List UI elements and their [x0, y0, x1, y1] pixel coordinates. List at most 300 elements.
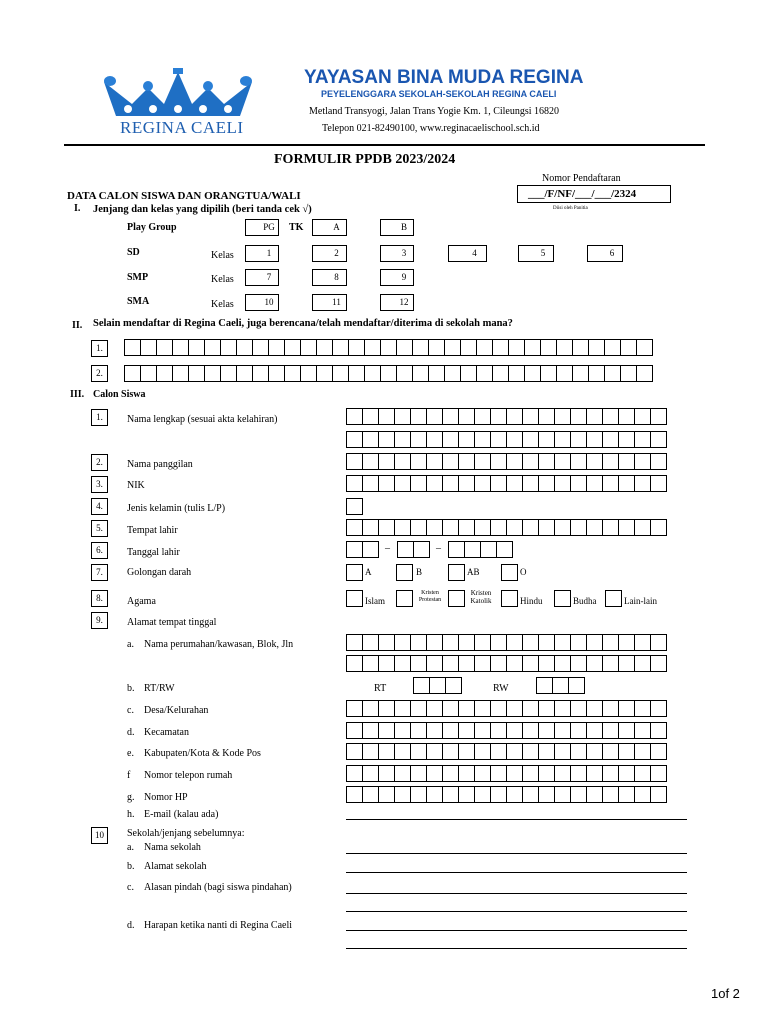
input-box[interactable] [236, 339, 253, 356]
input-box[interactable] [522, 475, 539, 492]
home-phone-boxes[interactable] [346, 765, 666, 782]
input-box[interactable] [554, 475, 571, 492]
input-box[interactable] [554, 519, 571, 536]
input-box[interactable] [426, 722, 443, 739]
input-box[interactable] [362, 541, 379, 558]
input-box[interactable] [506, 765, 523, 782]
input-box[interactable] [474, 475, 491, 492]
input-box[interactable] [490, 453, 507, 470]
input-box[interactable] [586, 765, 603, 782]
input-box[interactable] [458, 743, 475, 760]
pg-checkbox[interactable] [245, 219, 279, 236]
input-box[interactable] [426, 655, 443, 672]
input-box[interactable] [474, 765, 491, 782]
input-box[interactable] [634, 408, 651, 425]
input-box[interactable] [586, 655, 603, 672]
input-box[interactable] [410, 408, 427, 425]
input-box[interactable] [492, 365, 509, 382]
birthdate-month-boxes[interactable] [397, 541, 429, 558]
input-box[interactable] [650, 765, 667, 782]
input-box[interactable] [394, 408, 411, 425]
input-box[interactable] [412, 365, 429, 382]
input-box[interactable] [538, 519, 555, 536]
input-box[interactable] [410, 655, 427, 672]
input-box[interactable] [476, 339, 493, 356]
input-box[interactable] [602, 722, 619, 739]
input-box[interactable] [586, 519, 603, 536]
input-box[interactable] [650, 743, 667, 760]
input-box[interactable] [604, 339, 621, 356]
religion-kk-box[interactable] [448, 590, 464, 607]
input-box[interactable] [362, 786, 379, 803]
input-box[interactable] [501, 564, 518, 581]
input-box[interactable] [429, 677, 446, 694]
input-box[interactable] [364, 365, 381, 382]
input-box[interactable] [538, 475, 555, 492]
input-box[interactable] [490, 765, 507, 782]
input-box[interactable] [618, 431, 635, 448]
move-reason-line2[interactable] [346, 911, 687, 912]
input-box[interactable] [300, 365, 317, 382]
input-box[interactable] [362, 722, 379, 739]
input-box[interactable] [458, 700, 475, 717]
input-box[interactable] [346, 634, 363, 651]
input-box[interactable] [602, 743, 619, 760]
input-box[interactable] [426, 700, 443, 717]
input-box[interactable] [346, 408, 363, 425]
blood-o-box[interactable] [501, 564, 517, 581]
input-box[interactable] [618, 453, 635, 470]
input-box[interactable] [428, 365, 445, 382]
input-box[interactable] [474, 722, 491, 739]
input-box[interactable] [490, 634, 507, 651]
input-box[interactable] [124, 365, 141, 382]
input-box[interactable] [554, 655, 571, 672]
input-box[interactable] [554, 453, 571, 470]
mobile-phone-boxes[interactable] [346, 786, 666, 803]
input-box[interactable] [346, 519, 363, 536]
input-box[interactable] [570, 786, 587, 803]
input-box[interactable] [602, 700, 619, 717]
input-box[interactable] [554, 408, 571, 425]
input-box[interactable] [552, 677, 569, 694]
gender-box[interactable] [346, 498, 362, 515]
nickname-boxes[interactable] [346, 453, 666, 470]
input-box[interactable] [362, 431, 379, 448]
input-box[interactable] [378, 655, 395, 672]
input-box[interactable] [378, 722, 395, 739]
input-box[interactable] [284, 365, 301, 382]
input-box[interactable] [586, 634, 603, 651]
input-box[interactable] [474, 453, 491, 470]
sd-class-3[interactable] [380, 245, 414, 262]
input-box[interactable] [506, 722, 523, 739]
input-box[interactable] [554, 722, 571, 739]
fullname-row1-boxes[interactable] [346, 408, 666, 425]
input-box[interactable] [172, 339, 189, 356]
input-box[interactable] [268, 365, 285, 382]
input-box[interactable] [506, 431, 523, 448]
sd-class-5[interactable] [518, 245, 554, 262]
input-box[interactable] [458, 786, 475, 803]
input-box[interactable] [570, 408, 587, 425]
input-box[interactable] [540, 339, 557, 356]
input-box[interactable] [650, 634, 667, 651]
input-box[interactable] [554, 700, 571, 717]
input-box[interactable] [508, 339, 525, 356]
input-box[interactable] [444, 339, 461, 356]
input-box[interactable] [378, 700, 395, 717]
input-box[interactable] [378, 743, 395, 760]
input-box[interactable] [442, 786, 459, 803]
input-box[interactable] [380, 365, 397, 382]
input-box[interactable] [618, 475, 635, 492]
input-box[interactable] [442, 722, 459, 739]
input-box[interactable] [506, 408, 523, 425]
religion-hindu-box[interactable] [501, 590, 517, 607]
input-box[interactable] [496, 541, 513, 558]
input-box[interactable] [444, 365, 461, 382]
input-box[interactable] [378, 634, 395, 651]
input-box[interactable] [618, 655, 635, 672]
input-box[interactable] [394, 431, 411, 448]
input-box[interactable] [394, 655, 411, 672]
input-box[interactable] [636, 339, 653, 356]
input-box[interactable] [346, 722, 363, 739]
input-box[interactable] [602, 431, 619, 448]
input-box[interactable] [634, 431, 651, 448]
sma-class-12[interactable] [380, 294, 414, 311]
input-box[interactable] [474, 743, 491, 760]
input-box[interactable] [426, 634, 443, 651]
input-box[interactable] [362, 453, 379, 470]
input-box[interactable] [538, 408, 555, 425]
input-box[interactable] [570, 431, 587, 448]
input-box[interactable] [188, 365, 205, 382]
input-box[interactable] [634, 700, 651, 717]
input-box[interactable] [428, 339, 445, 356]
input-box[interactable] [538, 722, 555, 739]
input-box[interactable] [394, 722, 411, 739]
city-postcode-boxes[interactable] [346, 743, 666, 760]
input-box[interactable] [220, 365, 237, 382]
input-box[interactable] [362, 519, 379, 536]
input-box[interactable] [506, 786, 523, 803]
input-box[interactable] [650, 700, 667, 717]
input-box[interactable] [426, 765, 443, 782]
move-reason-line1[interactable] [346, 893, 687, 894]
input-box[interactable] [522, 519, 539, 536]
input-box[interactable] [300, 339, 317, 356]
input-box[interactable] [394, 743, 411, 760]
input-box[interactable] [508, 365, 525, 382]
smp-class-8[interactable] [312, 269, 347, 286]
input-box[interactable] [426, 519, 443, 536]
input-box[interactable] [474, 786, 491, 803]
fullname-row2-boxes[interactable] [346, 431, 666, 448]
input-box[interactable] [490, 722, 507, 739]
birthdate-year-boxes[interactable] [448, 541, 512, 558]
input-box[interactable] [602, 765, 619, 782]
input-box[interactable] [586, 786, 603, 803]
addr-street-row2-boxes[interactable] [346, 655, 666, 672]
sd-class-1[interactable] [245, 245, 279, 262]
input-box[interactable] [394, 700, 411, 717]
input-box[interactable] [410, 453, 427, 470]
input-box[interactable] [538, 786, 555, 803]
religion-lain-box[interactable] [605, 590, 621, 607]
input-box[interactable] [426, 786, 443, 803]
input-box[interactable] [458, 722, 475, 739]
input-box[interactable] [394, 765, 411, 782]
input-box[interactable] [490, 475, 507, 492]
input-box[interactable] [554, 765, 571, 782]
input-box[interactable] [524, 339, 541, 356]
input-box[interactable] [346, 453, 363, 470]
blood-b-box[interactable] [396, 564, 412, 581]
input-box[interactable] [602, 634, 619, 651]
input-box[interactable] [538, 431, 555, 448]
input-box[interactable] [236, 365, 253, 382]
input-box[interactable] [634, 765, 651, 782]
input-box[interactable] [362, 765, 379, 782]
input-box[interactable] [602, 453, 619, 470]
input-box[interactable] [650, 453, 667, 470]
input-box[interactable] [634, 475, 651, 492]
input-box[interactable] [426, 453, 443, 470]
input-box[interactable] [522, 722, 539, 739]
input-box[interactable] [332, 339, 349, 356]
input-box[interactable] [426, 408, 443, 425]
input-box[interactable] [570, 453, 587, 470]
input-box[interactable] [346, 431, 363, 448]
input-box[interactable] [410, 743, 427, 760]
input-box[interactable] [618, 519, 635, 536]
input-box[interactable] [268, 339, 285, 356]
input-box[interactable] [540, 365, 557, 382]
village-boxes[interactable] [346, 700, 666, 717]
input-box[interactable] [410, 786, 427, 803]
input-box[interactable] [378, 786, 395, 803]
input-box[interactable] [458, 655, 475, 672]
input-box[interactable] [570, 743, 587, 760]
input-box[interactable] [650, 786, 667, 803]
input-box[interactable] [522, 453, 539, 470]
input-box[interactable] [522, 700, 539, 717]
input-box[interactable] [410, 475, 427, 492]
input-box[interactable] [634, 519, 651, 536]
input-box[interactable] [572, 365, 589, 382]
input-box[interactable] [362, 655, 379, 672]
input-box[interactable] [172, 365, 189, 382]
input-box[interactable] [316, 365, 333, 382]
school-address-line[interactable] [346, 872, 687, 873]
input-box[interactable] [506, 655, 523, 672]
input-box[interactable] [636, 365, 653, 382]
input-box[interactable] [426, 431, 443, 448]
input-box[interactable] [554, 634, 571, 651]
input-box[interactable] [362, 408, 379, 425]
input-box[interactable] [474, 408, 491, 425]
input-box[interactable] [634, 786, 651, 803]
input-box[interactable] [458, 634, 475, 651]
input-box[interactable] [586, 453, 603, 470]
input-box[interactable] [378, 431, 395, 448]
input-box[interactable] [490, 743, 507, 760]
input-box[interactable] [413, 677, 430, 694]
input-box[interactable] [522, 408, 539, 425]
rt-boxes[interactable] [413, 677, 461, 694]
input-box[interactable] [588, 339, 605, 356]
input-box[interactable] [618, 700, 635, 717]
input-box[interactable] [396, 365, 413, 382]
input-box[interactable] [634, 743, 651, 760]
religion-budha-box[interactable] [554, 590, 570, 607]
input-box[interactable] [586, 700, 603, 717]
input-box[interactable] [634, 453, 651, 470]
input-box[interactable] [464, 541, 481, 558]
input-box[interactable] [378, 519, 395, 536]
input-box[interactable] [492, 339, 509, 356]
sma-class-11[interactable] [312, 294, 347, 311]
input-box[interactable] [346, 765, 363, 782]
input-box[interactable] [442, 453, 459, 470]
input-box[interactable] [506, 634, 523, 651]
input-box[interactable] [362, 475, 379, 492]
sec2-row1-boxes[interactable] [124, 339, 652, 356]
input-box[interactable] [346, 564, 363, 581]
input-box[interactable] [394, 475, 411, 492]
input-box[interactable] [522, 765, 539, 782]
input-box[interactable] [506, 743, 523, 760]
input-box[interactable] [458, 453, 475, 470]
input-box[interactable] [140, 365, 157, 382]
input-box[interactable] [536, 677, 553, 694]
religion-kp-box[interactable] [396, 590, 412, 607]
religion-islam-box[interactable] [346, 590, 362, 607]
input-box[interactable] [442, 408, 459, 425]
input-box[interactable] [618, 786, 635, 803]
input-box[interactable] [426, 475, 443, 492]
input-box[interactable] [570, 655, 587, 672]
input-box[interactable] [410, 519, 427, 536]
sec2-row2-boxes[interactable] [124, 365, 652, 382]
input-box[interactable] [506, 700, 523, 717]
input-box[interactable] [506, 475, 523, 492]
input-box[interactable] [501, 590, 518, 607]
input-box[interactable] [490, 408, 507, 425]
input-box[interactable] [602, 655, 619, 672]
blood-ab-box[interactable] [448, 564, 464, 581]
input-box[interactable] [413, 541, 430, 558]
input-box[interactable] [476, 365, 493, 382]
input-box[interactable] [252, 339, 269, 356]
input-box[interactable] [506, 453, 523, 470]
sd-class-2[interactable] [312, 245, 347, 262]
input-box[interactable] [538, 765, 555, 782]
input-box[interactable] [474, 519, 491, 536]
input-box[interactable] [156, 365, 173, 382]
input-box[interactable] [442, 634, 459, 651]
input-box[interactable] [442, 431, 459, 448]
expectation-line1[interactable] [346, 930, 687, 931]
input-box[interactable] [204, 339, 221, 356]
input-box[interactable] [634, 655, 651, 672]
input-box[interactable] [426, 743, 443, 760]
input-box[interactable] [650, 722, 667, 739]
input-box[interactable] [442, 655, 459, 672]
input-box[interactable] [538, 655, 555, 672]
input-box[interactable] [538, 634, 555, 651]
input-box[interactable] [522, 655, 539, 672]
input-box[interactable] [378, 765, 395, 782]
input-box[interactable] [397, 541, 414, 558]
input-box[interactable] [618, 722, 635, 739]
rw-boxes[interactable] [536, 677, 584, 694]
input-box[interactable] [346, 700, 363, 717]
input-box[interactable] [490, 655, 507, 672]
input-box[interactable] [490, 786, 507, 803]
input-box[interactable] [220, 339, 237, 356]
addr-street-row1-boxes[interactable] [346, 634, 666, 651]
input-box[interactable] [448, 590, 465, 607]
input-box[interactable] [348, 339, 365, 356]
input-box[interactable] [458, 765, 475, 782]
smp-class-9[interactable] [380, 269, 414, 286]
sd-class-4[interactable] [448, 245, 487, 262]
input-box[interactable] [620, 339, 637, 356]
input-box[interactable] [522, 786, 539, 803]
input-box[interactable] [394, 519, 411, 536]
input-box[interactable] [618, 765, 635, 782]
input-box[interactable] [522, 431, 539, 448]
input-box[interactable] [474, 700, 491, 717]
input-box[interactable] [448, 564, 465, 581]
input-box[interactable] [650, 475, 667, 492]
input-box[interactable] [556, 339, 573, 356]
input-box[interactable] [140, 339, 157, 356]
input-box[interactable] [316, 339, 333, 356]
input-box[interactable] [650, 655, 667, 672]
input-box[interactable] [586, 475, 603, 492]
input-box[interactable] [604, 365, 621, 382]
input-box[interactable] [588, 365, 605, 382]
input-box[interactable] [522, 743, 539, 760]
input-box[interactable] [602, 408, 619, 425]
input-box[interactable] [570, 765, 587, 782]
input-box[interactable] [474, 431, 491, 448]
school-name-line[interactable] [346, 853, 687, 854]
input-box[interactable] [346, 743, 363, 760]
input-box[interactable] [522, 634, 539, 651]
input-box[interactable] [586, 431, 603, 448]
input-box[interactable] [410, 431, 427, 448]
input-box[interactable] [156, 339, 173, 356]
input-box[interactable] [442, 700, 459, 717]
input-box[interactable] [570, 634, 587, 651]
input-box[interactable] [572, 339, 589, 356]
input-box[interactable] [570, 475, 587, 492]
input-box[interactable] [570, 722, 587, 739]
input-box[interactable] [124, 339, 141, 356]
input-box[interactable] [346, 475, 363, 492]
input-box[interactable] [568, 677, 585, 694]
input-box[interactable] [490, 431, 507, 448]
input-box[interactable] [332, 365, 349, 382]
input-box[interactable] [460, 339, 477, 356]
input-box[interactable] [394, 634, 411, 651]
input-box[interactable] [602, 519, 619, 536]
